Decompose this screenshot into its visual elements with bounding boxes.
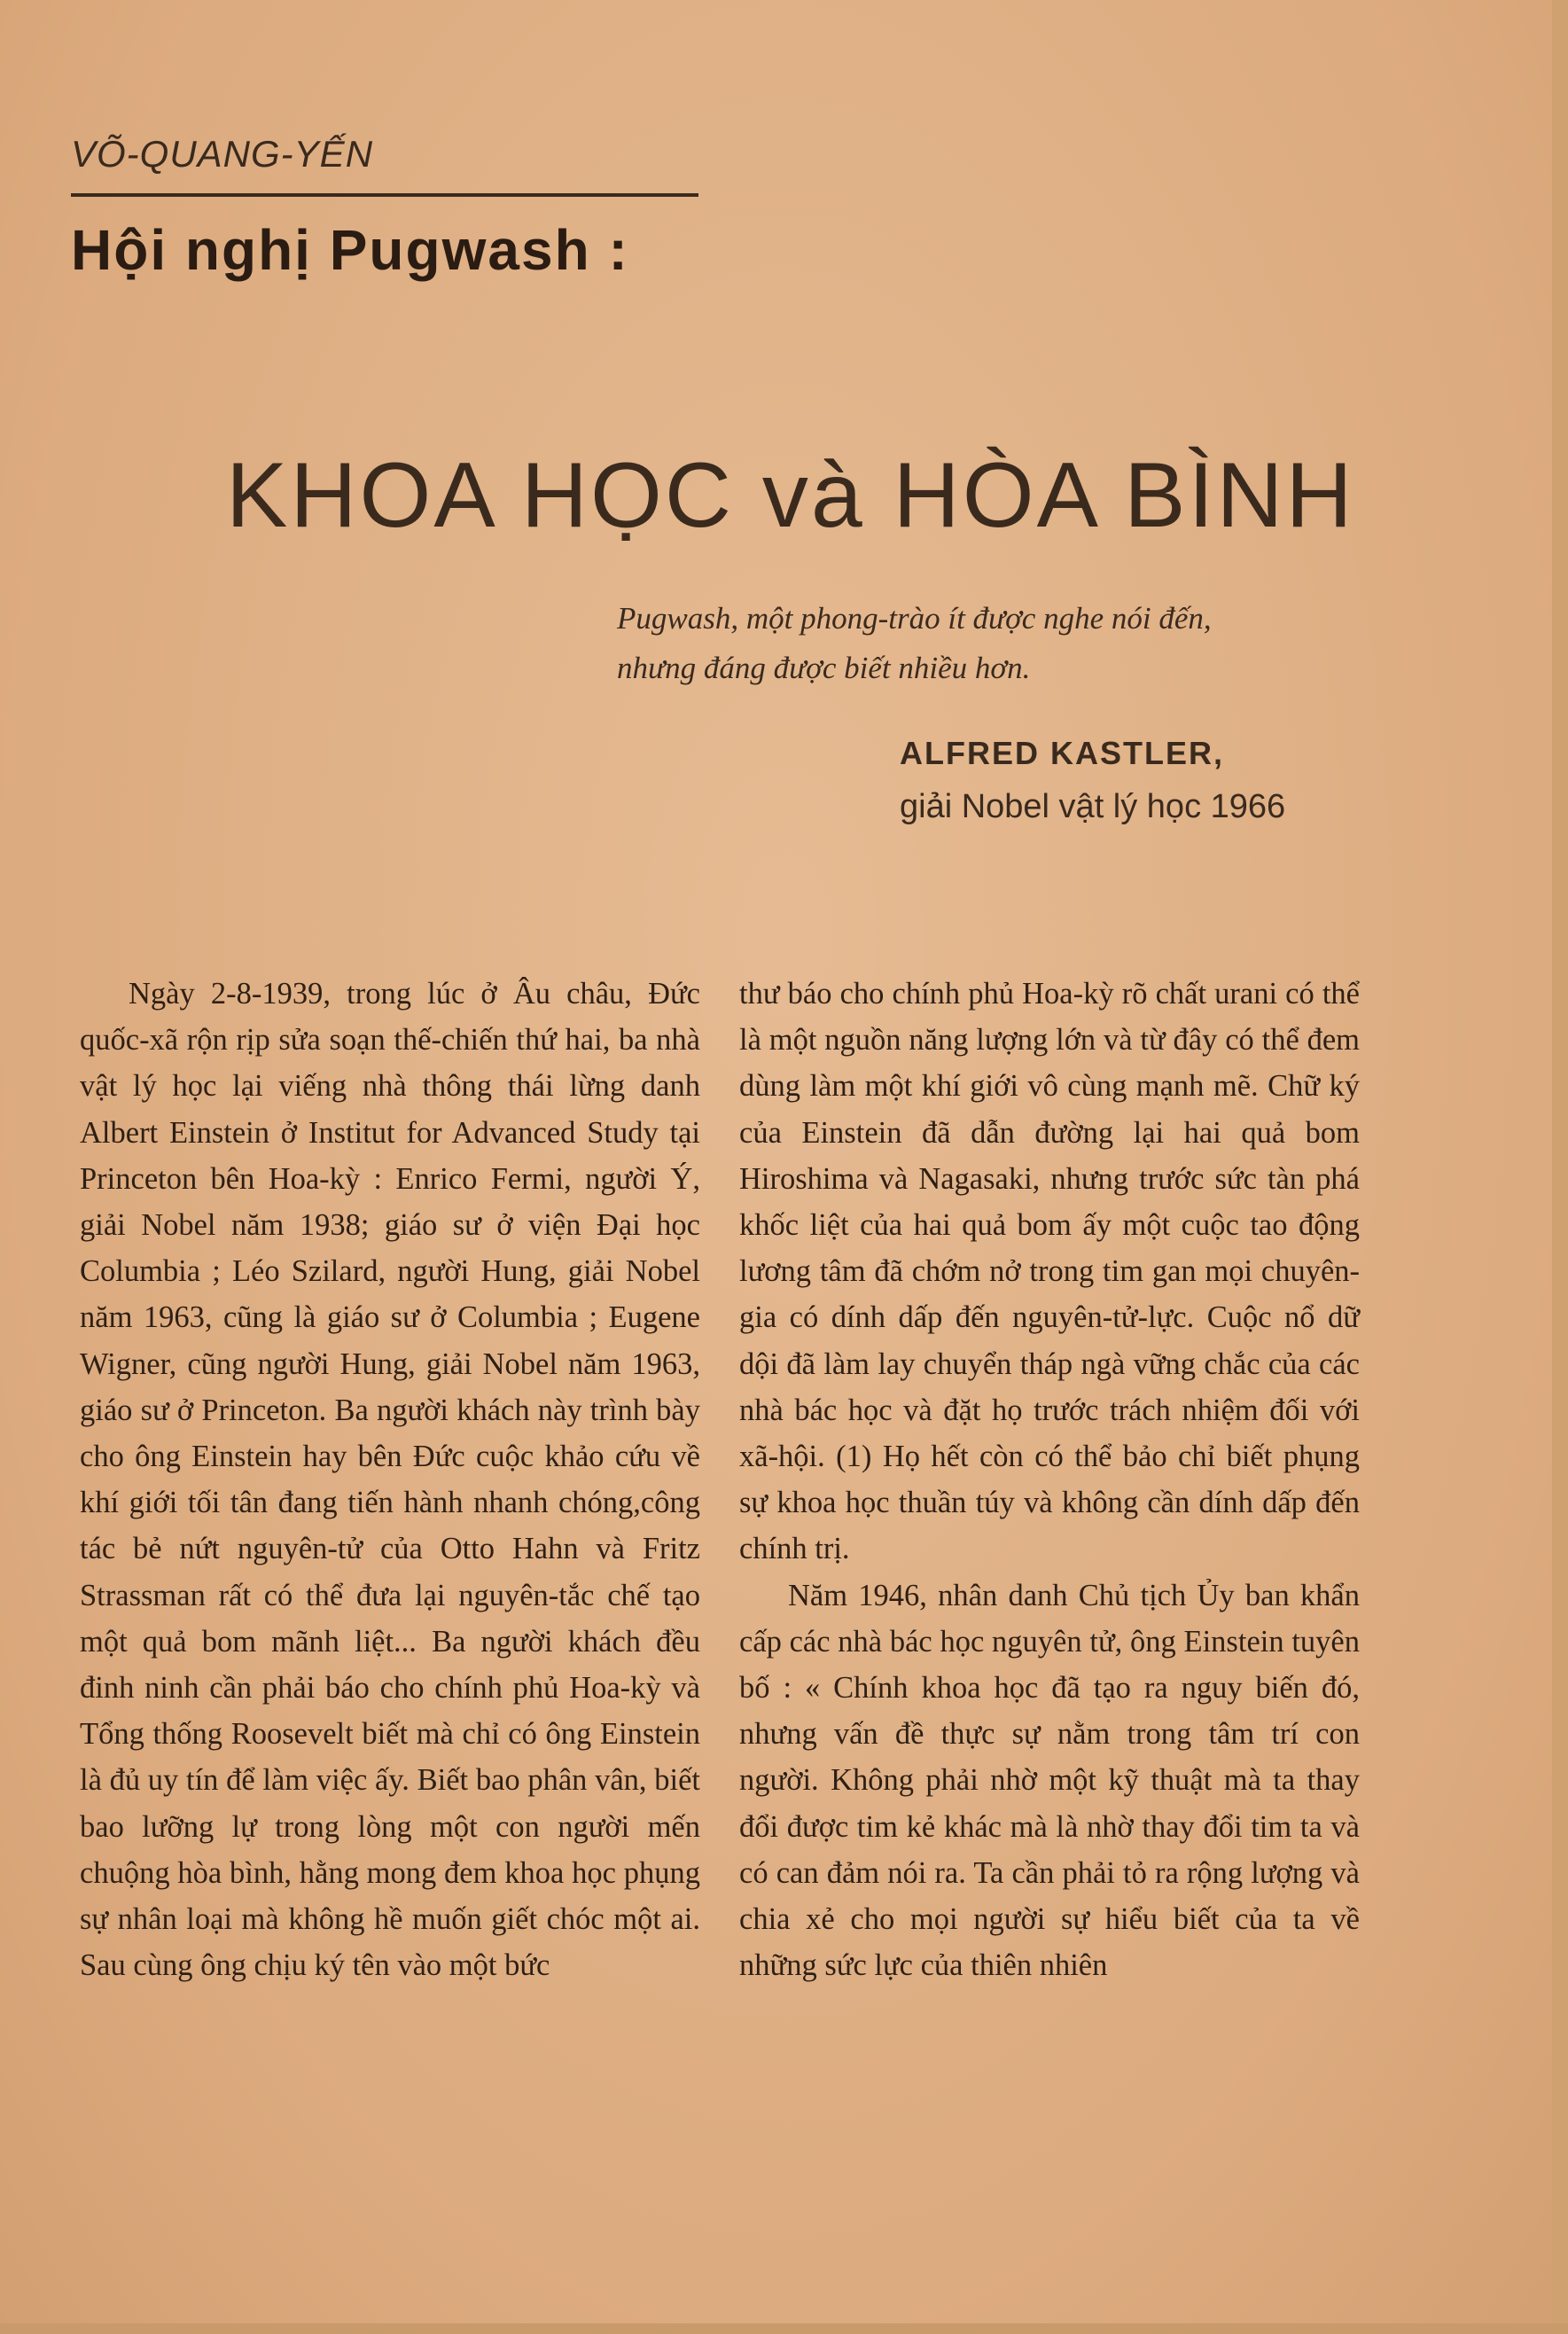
article-kicker: Hội nghị Pugwash : [71, 218, 629, 282]
article-title: KHOA HỌC và HÒA BÌNH [226, 444, 1355, 547]
header-rule [71, 193, 698, 197]
epigraph-line-2: nhưng đáng được biết nhiều hơn. [617, 651, 1031, 685]
epigraph-attribution [900, 727, 1396, 833]
body-paragraph: Năm 1946, nhân danh Chủ tịch Ủy ban khẩn cấp các nhà bác học nguyên tử, ông Einstein tuyên bố : « Chính khoa học đã tạo ra nguy biến đó, nhưng vấn đề thực sự nằm trong tâm trí con người. Không phải nhờ một kỹ thuật mà ta thay đổi được tim kẻ khác mà là nhờ thay đổi tim ta và có can đảm nói ra. Ta cần phải tỏ ra rộng lượng và chia xẻ cho mọi người sự hiểu biết của ta về những sức lực của thiên nhiên [739, 1578, 1360, 1983]
paper-edge-bottom [0, 2323, 1568, 2334]
epigraph-author-role: giải Nobel vật lý học 1966 [900, 788, 1286, 825]
paper-edge-right [1552, 0, 1568, 2334]
epigraph-author: ALFRED KASTLER, [900, 735, 1224, 771]
epigraph-line-1: Pugwash, một phong-trào ít được nghe nói đến, [617, 601, 1212, 636]
body-column-left [80, 971, 700, 1988]
body-column-right [739, 971, 1360, 1988]
epigraph-quote [617, 594, 1379, 693]
author-name: VÕ-QUANG-YẾN [71, 133, 374, 175]
body-paragraph: thư báo cho chính phủ Hoa-kỳ rõ chất urani có thể là một nguồn năng lượng lớn và từ đây có thể đem dùng làm một khí giới vô cùng mạnh mẽ. Chữ ký của Einstein đã dẫn đường lại hai quả bom Hiroshima và Nagasaki, nhưng trước sức tàn phá khốc liệt của hai quả bom ấy một cuộc tao động lương tâm đã chớm nở trong tim gan mọi chuyên-gia có dính dấp đến nguyên-tử-lực. Cuộc nổ dữ dội đã làm lay chuyển tháp ngà vững chắc của các nhà bác học và đặt họ trước trách nhiệm đối với xã-hội. (1) Họ hết còn có thể bảo chỉ biết phụng sự khoa học thuần túy và không cần dính dấp đến chính trị. [739, 977, 1360, 1566]
body-paragraph: Ngày 2-8-1939, trong lúc ở Âu châu, Đức quốc-xã rộn rịp sửa soạn thế-chiến thứ hai, ba nhà vật lý học lại viếng nhà thông thái lừng danh Albert Einstein ở Institut for Advanced Study tại Princeton bên Hoa-kỳ : Enrico Fermi, người Ý, giải Nobel năm 1938; giáo sư ở viện Đại học Columbia ; Léo Szilard, người Hung, giải Nobel năm 1963, cũng là giáo sư ở Columbia ; Eugene Wigner, cũng người Hung, giải Nobel năm 1963, giáo sư ở Princeton. Ba người khách này trình bày cho ông Einstein hay bên Đức cuộc khảo cứu về khí giới tối tân đang tiến hành nhanh chóng,công tác bẻ nứt nguyên-tử của Otto Hahn và Fritz Strassman rất có thể đưa lại nguyên-tắc chế tạo một quả bom mãnh liệt... Ba người khách đều đinh ninh cần phải báo cho chính phủ Hoa-kỳ và Tổng thống Roosevelt biết mà chỉ có ông Einstein là đủ uy tín để làm việc ấy. Biết bao phân vân, biết bao lưỡng lự trong lòng một con người mến chuộng hòa bình, hằng mong đem khoa học phụng sự nhân loại mà không hề muốn giết chóc một ai. Sau cùng ông chịu ký tên vào một bức [80, 977, 700, 1983]
